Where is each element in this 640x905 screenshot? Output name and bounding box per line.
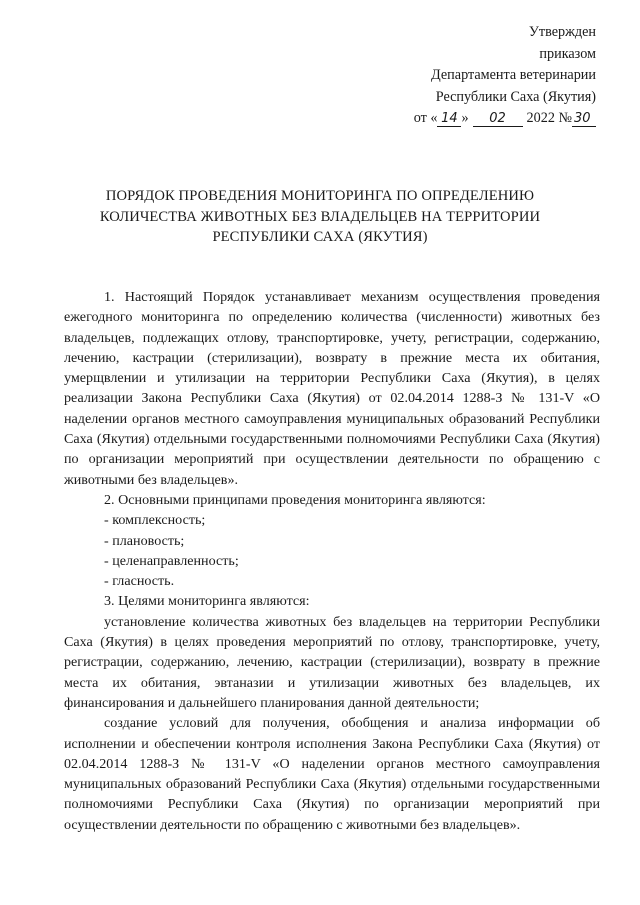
list-item: - комплексность; — [104, 512, 206, 529]
paragraph-3: 3. Целями мониторинга являются: — [104, 593, 310, 610]
title-line-1: ПОРЯДОК ПРОВЕДЕНИЯ МОНИТОРИНГА ПО ОПРЕДЕЛЕНИЮ — [105, 188, 535, 204]
date-year: 2022 № — [526, 110, 572, 126]
approval-line-order: приказом — [539, 45, 596, 62]
approval-date-line — [414, 108, 596, 130]
list-item: - целенаправленность; — [104, 552, 239, 569]
paragraph-4: установление количества животных без владельцев на территории Республики Саха (Якутия) в целях проведения мероприятий по отлову, транспортировке, учету, регистрации, содержанию, лечению, кастрации (стерилизации), возврату в прежние места их обитания, эвтаназии и утилизации животных без владельцев, их финансирования и дальнейшего планирования данной деятельности; — [64, 613, 600, 711]
approval-line-republic: Республики Саха (Якутия) — [435, 88, 596, 105]
date-day-handwritten: 14 — [437, 111, 461, 127]
date-prefix: от « — [413, 110, 438, 126]
date-month-handwritten: 02 — [473, 111, 523, 127]
title-line-3: РЕСПУБЛИКИ САХА (ЯКУТИЯ) — [212, 229, 428, 245]
order-number-handwritten: 30 — [572, 111, 596, 127]
paragraph-1: 1. Настоящий Порядок устанавливает механизм осуществления проведения ежегодного мониторинга по определению количества (численности) животных без владельцев, подлежащих отлову, транспортировке, учету, регистрации, содержанию, лечению, кастрации (стерилизации), возврату в прежние места их обитания, умерщвлении и утилизации на территории Республики Саха (Якутия), в целях реализации Закона Республики Саха (Якутия) от 02.04.2014 1288-З № 131-V «О наделении органов местного самоуправления муниципальных образований Республики Саха (Якутия) отдельными государственными полномочиями Республики Саха (Якутия) по организации мероприятий при осуществлении деятельности по обращению с животными без владельцев». — [64, 289, 600, 488]
title-line-2: КОЛИЧЕСТВА ЖИВОТНЫХ БЕЗ ВЛАДЕЛЬЦЕВ НА ТЕРРИТОРИИ — [99, 208, 541, 225]
approval-line-department: Департамента ветеринарии — [431, 67, 596, 83]
paragraph-5: создание условий для получения, обобщения и анализа информации об исполнении и обеспечении контроля исполнения Закона Республики Саха (Якутия) от 02.04.2014 1288-З № 131-V «О наделении органов местного самоуправления муниципальных образований Республики Саха (Якутия) отдельными государственными полномочиями Республики Саха (Якутия) по организации мероприятий при осуществлении деятельности по обращению с животными без владельцев». — [64, 715, 600, 833]
paragraph-2: 2. Основными принципами проведения мониторинга являются: — [104, 491, 486, 508]
document-title — [60, 186, 580, 248]
list-item: - плановость; — [104, 532, 185, 549]
list-item: - гласность. — [104, 573, 175, 590]
date-mid: » — [461, 110, 469, 126]
approval-line-approved: Утвержден — [528, 24, 596, 40]
approval-stamp — [414, 22, 596, 130]
document-body — [64, 287, 600, 835]
